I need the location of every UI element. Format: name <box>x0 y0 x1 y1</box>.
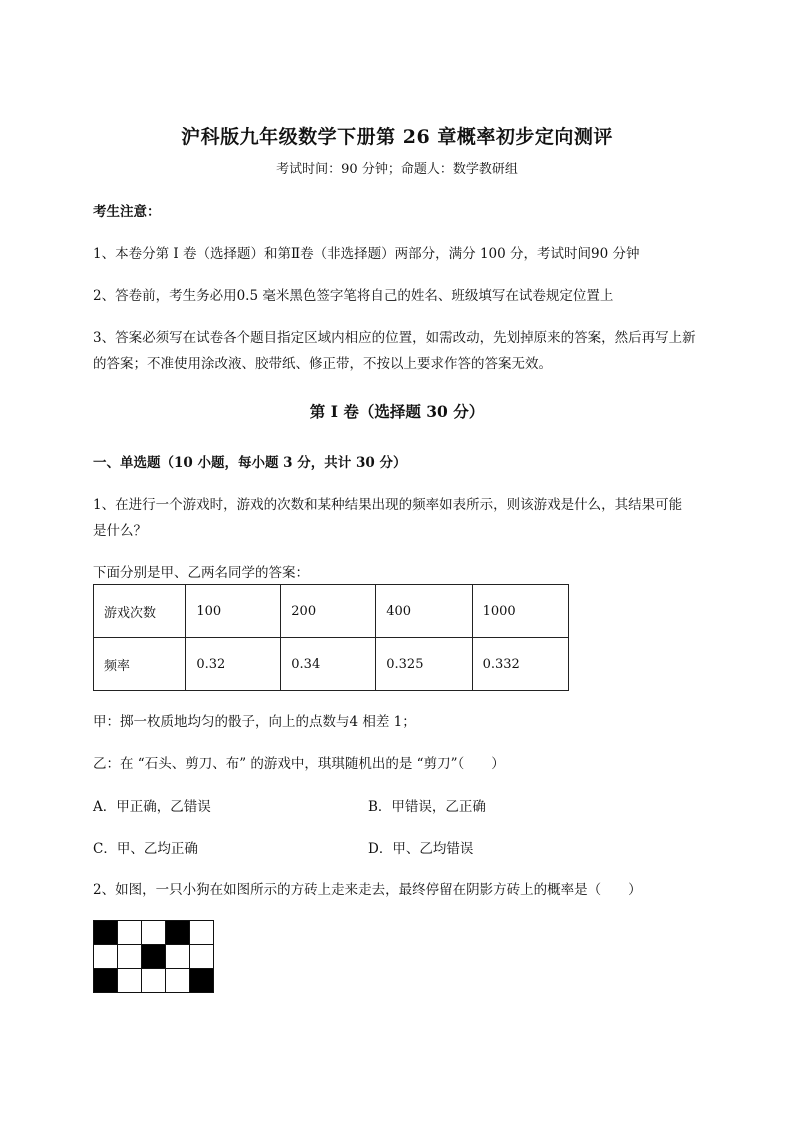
notice-item-3: 3、答案必须写在试卷各个题目指定区域内相应的位置，如需改动，先划掉原来的答案，然后再写上新 <box>93 330 696 346</box>
option-d: D．甲、乙均错误 <box>368 841 474 857</box>
table-cell: 游戏次数 <box>94 585 186 638</box>
q1-answer-yi: 乙：在 “石头、剪刀、布” 的游戏中，琪琪随机出的是 “剪刀”（ ） <box>93 756 505 772</box>
notice-item-3-cont: 的答案；不准使用涂改液、胶带纸、修正带，不按以上要求作答的答案无效。 <box>93 356 552 372</box>
table-cell: 100 <box>186 585 281 638</box>
white-tile <box>118 969 142 993</box>
frequency-table <box>93 584 569 691</box>
q1-answer-jia: 甲：掷一枚质地均匀的骰子，向上的点数与4 相差 1； <box>93 714 416 730</box>
exam-info: 考试时间：90 分钟；命题人：数学教研组 <box>276 162 518 177</box>
table-cell: 频率 <box>94 638 186 691</box>
q1-stem-cont: 是什么？ <box>93 523 147 539</box>
white-tile <box>166 969 190 993</box>
white-tile <box>118 921 142 945</box>
table-row <box>94 585 569 638</box>
tile-grid-figure <box>93 920 214 993</box>
shaded-tile <box>142 945 166 969</box>
option-c: C．甲、乙均正确 <box>93 841 198 857</box>
white-tile <box>190 921 214 945</box>
shaded-tile <box>94 921 118 945</box>
white-tile <box>166 945 190 969</box>
shaded-tile <box>166 921 190 945</box>
shaded-tile <box>190 969 214 993</box>
section-title: 第 I 卷（选择题 30 分） <box>309 402 485 421</box>
notice-item-1: 1、本卷分第 I 卷（选择题）和第Ⅱ卷（非选择题）两部分，满分 100 分，考试时间90 分钟 <box>93 246 640 262</box>
table-cell: 0.332 <box>472 638 568 691</box>
white-tile <box>190 945 214 969</box>
table-cell: 200 <box>281 585 376 638</box>
part-heading: 一、单选题（10 小题，每小题 3 分，共计 30 分） <box>93 455 407 471</box>
notice-item-2: 2、答卷前，考生务必用0.5 毫米黑色签字笔将自己的姓名、班级填写在试卷规定位置上 <box>93 288 614 304</box>
q1-stem: 1、在进行一个游戏时，游戏的次数和某种结果出现的频率如表所示，则该游戏是什么，其结果可能 <box>93 497 683 513</box>
q1-intro: 下面分别是甲、乙两名同学的答案： <box>93 565 309 581</box>
white-tile <box>118 945 142 969</box>
q2-stem: 2、如图，一只小狗在如图所示的方砖上走来走去，最终停留在阴影方砖上的概率是（ ） <box>93 882 642 898</box>
white-tile <box>142 969 166 993</box>
table-row <box>94 638 569 691</box>
page-title: 沪科版九年级数学下册第 26 章概率初步定向测评 <box>181 126 613 148</box>
table-cell: 0.32 <box>186 638 281 691</box>
option-a: A．甲正确，乙错误 <box>93 799 211 815</box>
table-cell: 0.34 <box>281 638 376 691</box>
white-tile <box>142 921 166 945</box>
option-b: B．甲错误，乙正确 <box>368 799 486 815</box>
table-cell: 400 <box>376 585 472 638</box>
white-tile <box>94 945 118 969</box>
notice-heading: 考生注意： <box>93 204 161 220</box>
table-cell: 0.325 <box>376 638 472 691</box>
shaded-tile <box>94 969 118 993</box>
table-cell: 1000 <box>472 585 568 638</box>
